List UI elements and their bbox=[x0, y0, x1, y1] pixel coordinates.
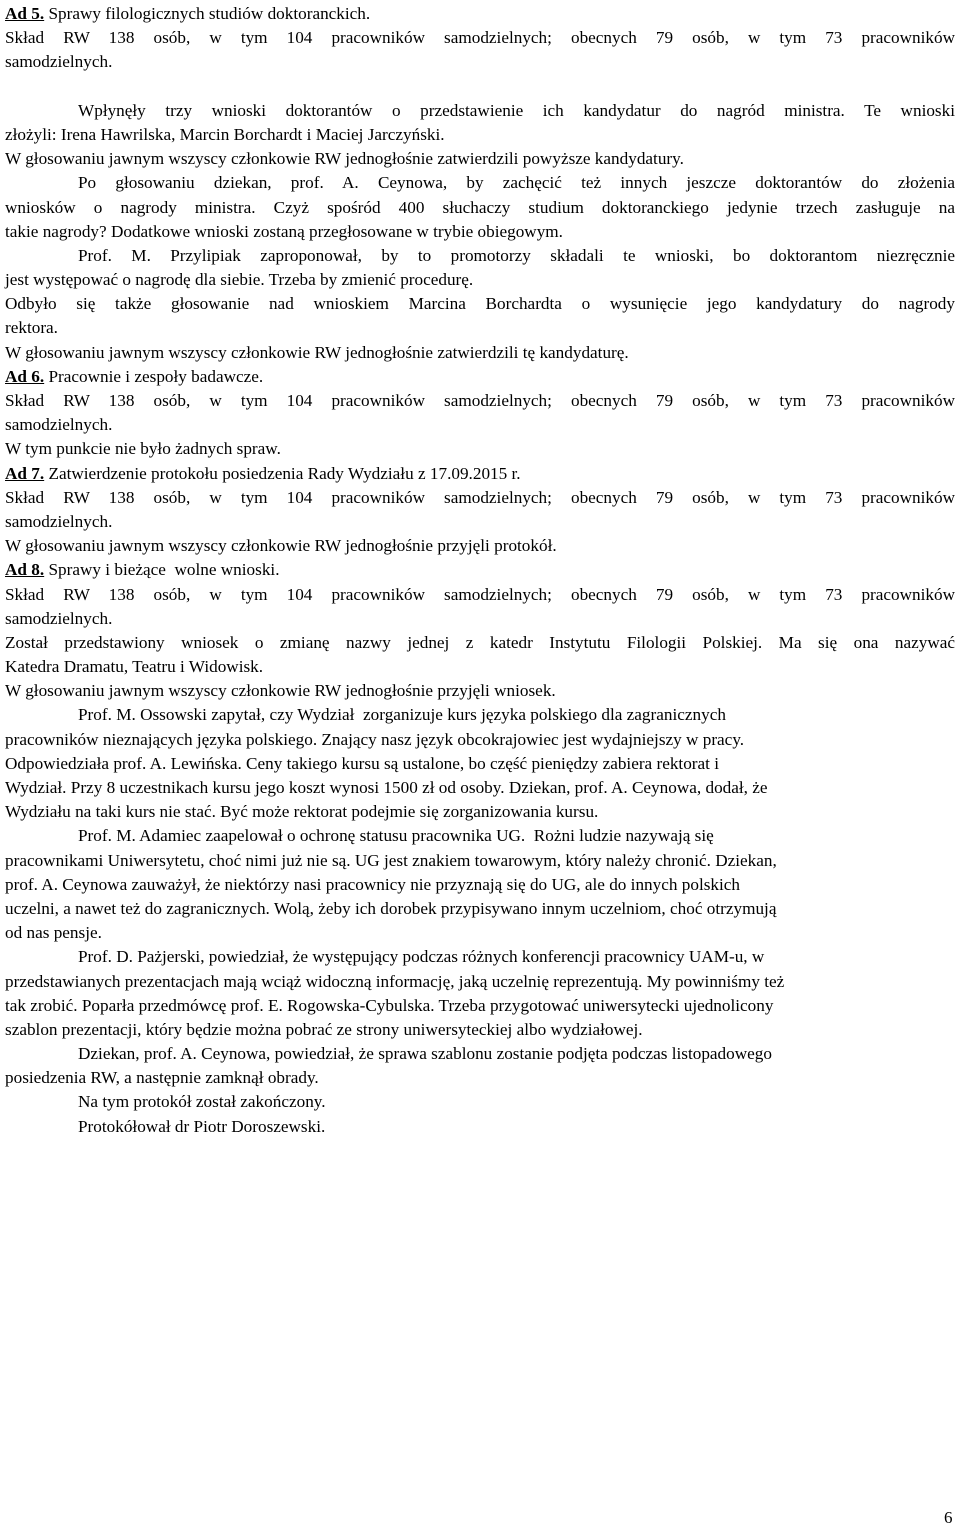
text-line bbox=[5, 292, 955, 316]
text-line bbox=[5, 413, 955, 437]
line-text: od nas pensje. bbox=[5, 923, 102, 943]
line-text: rektora. bbox=[5, 318, 58, 338]
agenda-item-heading bbox=[5, 365, 955, 389]
line-text: Po głosowaniu dziekan, prof. A. Ceynowa, by zachęcić też innych jeszcze doktorantów do złożenia bbox=[78, 173, 955, 193]
text-line bbox=[5, 897, 955, 921]
text-line bbox=[5, 824, 955, 848]
text-line bbox=[5, 196, 955, 220]
text-line bbox=[5, 1018, 955, 1042]
text-line bbox=[5, 147, 955, 171]
line-text: Protokółował dr Piotr Doroszewski. bbox=[78, 1116, 326, 1136]
line-text: W głosowaniu jawnym wszyscy członkowie RW jednogłośnie przyjęli wniosek. bbox=[5, 681, 556, 701]
line-text: Wpłynęły trzy wnioski doktorantów o przedstawienie ich kandydatur do nagród ministra. Te wnioski bbox=[78, 100, 955, 120]
line-text: Skład RW 138 osób, w tym 104 pracowników samodzielnych; obecnych 79 osób, w tym 73 pracowników bbox=[5, 391, 955, 410]
agenda-item-number: Ad 5. bbox=[5, 4, 45, 23]
line-text: samodzielnych. bbox=[5, 608, 113, 628]
line-text: Prof. M. Ossowski zapytał, czy Wydział zorganizuje kurs języka polskiego dla zagranicznych bbox=[78, 705, 726, 725]
text-line bbox=[5, 970, 955, 994]
text-line bbox=[5, 800, 955, 824]
text-line bbox=[5, 1115, 955, 1139]
line-text: samodzielnych. bbox=[5, 511, 113, 531]
agenda-item-title: Sprawy filologicznych studiów doktoranckich. bbox=[44, 4, 371, 23]
text-line bbox=[5, 171, 955, 195]
agenda-item-title: Sprawy i bieżące wolne wnioski. bbox=[44, 560, 280, 580]
text-line bbox=[5, 26, 955, 50]
text-line bbox=[5, 583, 955, 607]
line-text: złożyli: Irena Hawrilska, Marcin Borchardt i Maciej Jarczyński. bbox=[5, 124, 445, 144]
agenda-item-title: Pracownie i zespoły badawcze. bbox=[44, 366, 264, 386]
line-text: jest występować o nagrodę dla siebie. Trzeba by zmienić procedurę. bbox=[5, 270, 474, 290]
line-text: wniosków o nagrody ministra. Czyż spośród 400 słuchaczy studium doktoranckiego jedynie trzech zasługuje na bbox=[5, 197, 955, 217]
text-line bbox=[5, 123, 955, 147]
line-text: pracownikami Uniwersytetu, choć nimi już nie są. UG jest znakiem towarowym, który należy chronić. Dziekan, bbox=[5, 850, 777, 870]
line-text: Dziekan, prof. A. Ceynowa, powiedział, że sprawa szablonu zostanie podjęta podczas listopadowego bbox=[78, 1044, 772, 1064]
line-text: Na tym protokół został zakończony. bbox=[78, 1092, 326, 1112]
line-text: Odbyło się także głosowanie nad wnioskiem Marcina Borchardta o wysunięcie jego kandydatury do nagrody bbox=[5, 294, 955, 314]
line-text: W głosowaniu jawnym wszyscy członkowie RW jednogłośnie przyjęli protokół. bbox=[5, 536, 557, 556]
text-line bbox=[5, 873, 955, 897]
page-number: 6 bbox=[944, 1508, 953, 1527]
text-line bbox=[5, 752, 955, 776]
text-line bbox=[5, 1042, 955, 1066]
line-text: Prof. M. Adamiec zaapelował o ochronę statusu pracownika UG. Rożni ludzie nazywają się bbox=[78, 826, 714, 846]
line-text: Odpowiedziała prof. A. Lewińska. Ceny takiego kursu są ustalone, bo część pieniędzy zabiera rektorat i bbox=[5, 753, 719, 773]
text-line bbox=[5, 220, 955, 244]
text-line bbox=[5, 1066, 955, 1090]
line-text: Skład RW 138 osób, w tym 104 pracowników samodzielnych; obecnych 79 osób, w tym 73 pracowników bbox=[5, 487, 955, 507]
text-line bbox=[5, 268, 955, 292]
line-text: W głosowaniu jawnym wszyscy członkowie RW jednogłośnie zatwierdzili powyższe kandydatury. bbox=[5, 149, 684, 169]
line-text: szablon prezentacji, który będzie można pobrać ze strony uniwersyteckiej albo wydziałowej. bbox=[5, 1019, 643, 1039]
agenda-item-number: Ad 8. bbox=[5, 560, 45, 580]
line-text: prof. A. Ceynowa zauważył, że niektórzy nasi pracownicy nie przyznają się do UG, ale do innych polskich bbox=[5, 874, 740, 894]
agenda-item-heading bbox=[5, 2, 955, 26]
text-line bbox=[5, 341, 955, 365]
line-text: Prof. D. Pażjerski, powiedział, że występujący podczas różnych konferencji pracownicy UAM-u, w bbox=[78, 947, 765, 967]
text-line bbox=[5, 631, 955, 655]
text-line bbox=[5, 607, 955, 631]
text-line bbox=[5, 316, 955, 340]
agenda-item-heading bbox=[5, 462, 955, 486]
protocol-page bbox=[5, 2, 955, 1139]
line-text: Skład RW 138 osób, w tym 104 pracowników samodzielnych; obecnych 79 osób, w tym 73 pracowników bbox=[5, 28, 955, 48]
text-line bbox=[5, 50, 955, 74]
line-text: samodzielnych. bbox=[5, 415, 113, 435]
line-text: Prof. M. Przylipiak zaproponował, by to promotorzy składali te wnioski, bo doktorantom niezręcznie bbox=[78, 245, 955, 265]
blank-line bbox=[5, 75, 955, 99]
text-line bbox=[5, 1090, 955, 1114]
line-text: Katedra Dramatu, Teatru i Widowisk. bbox=[5, 657, 264, 677]
agenda-item-number: Ad 6. bbox=[5, 366, 45, 386]
text-line bbox=[5, 679, 955, 703]
text-line bbox=[5, 849, 955, 873]
line-text: przedstawianych prezentacjach mają wciąż widoczną informację, jaką uczelnię reprezentują. My powinniśmy też bbox=[5, 971, 785, 991]
text-line bbox=[5, 486, 955, 510]
agenda-item-number: Ad 7. bbox=[5, 463, 45, 483]
text-line bbox=[5, 99, 955, 123]
line-text: Skład RW 138 osób, w tym 104 pracowników samodzielnych; obecnych 79 osób, w tym 73 pracowników bbox=[5, 584, 955, 604]
text-line bbox=[5, 994, 955, 1018]
text-line bbox=[5, 437, 955, 461]
line-text: posiedzenia RW, a następnie zamknął obrady. bbox=[5, 1068, 319, 1088]
text-line bbox=[5, 389, 955, 413]
text-line bbox=[5, 534, 955, 558]
line-text: uczelni, a nawet też do zagranicznych. Wolą, żeby ich dorobek przypisywano innym uczelniom, choć otrzymują bbox=[5, 898, 777, 918]
line-text: takie nagrody? Dodatkowe wnioski zostaną przegłosowane w trybie obiegowym. bbox=[5, 221, 563, 241]
text-line bbox=[5, 703, 955, 727]
text-line bbox=[5, 728, 955, 752]
text-line bbox=[5, 945, 955, 969]
line-text: pracowników nieznających języka polskiego. Znający nasz język obcokrajowiec jest wydajniejszy w pracy. bbox=[5, 729, 745, 749]
agenda-item-title: Zatwierdzenie protokołu posiedzenia Rady Wydziału z 17.09.2015 r. bbox=[44, 463, 521, 483]
line-text: Został przedstawiony wniosek o zmianę nazwy jednej z katedr Instytutu Filologii Polskiej. Ma się ona nazywać bbox=[5, 632, 955, 652]
line-text: W głosowaniu jawnym wszyscy członkowie RW jednogłośnie zatwierdzili tę kandydaturę. bbox=[5, 342, 629, 362]
text-line bbox=[5, 510, 955, 534]
text-line bbox=[5, 655, 955, 679]
agenda-item-heading bbox=[5, 558, 955, 582]
line-text: Wydział. Przy 8 uczestnikach kursu jego koszt wynosi 1500 zł od osoby. Dziekan, prof. A. Ceynowa, dodał, że bbox=[5, 778, 768, 797]
line-text: Wydziału na taki kurs nie stać. Być może rektorat podejmie się zorganizowania kursu. bbox=[5, 802, 599, 822]
text-line bbox=[5, 776, 955, 800]
line-text: W tym punkcie nie było żadnych spraw. bbox=[5, 439, 281, 459]
text-line bbox=[5, 921, 955, 945]
line-text: tak zrobić. Poparła przedmówcę prof. E. Rogowska-Cybulska. Trzeba przygotować uniwersytecki ujednolicony bbox=[5, 995, 774, 1015]
line-text: samodzielnych. bbox=[5, 52, 113, 72]
text-line bbox=[5, 244, 955, 268]
